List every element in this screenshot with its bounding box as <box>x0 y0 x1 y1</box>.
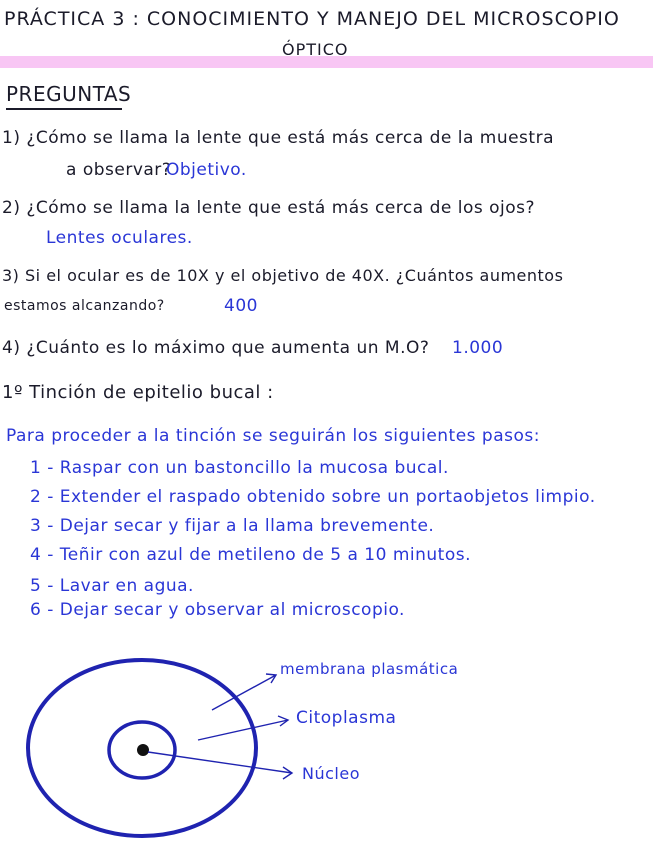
page-title-line2: ÓPTICO <box>282 40 349 59</box>
step-3: 3 - Dejar secar y fijar a la llama brevemente. <box>30 516 435 536</box>
page-title: PRÁCTICA 3 : CONOCIMIENTO Y MANEJO DEL MICROSCOPIO <box>4 8 620 30</box>
arrow-cytoplasm <box>198 720 288 740</box>
step-1: 1 - Raspar con un bastoncillo la mucosa bucal. <box>30 458 449 478</box>
question-3: 3) Si el ocular es de 10X y el objetivo de 40X. ¿Cuántos aumentos <box>2 266 564 285</box>
step-5: 5 - Lavar en agua. <box>30 576 194 596</box>
question-2: 2) ¿Cómo se llama la lente que está más cerca de los ojos? <box>2 198 536 218</box>
section-heading-tincion: 1º Tinción de epitelio bucal : <box>2 382 274 403</box>
label-membrana: membrana plasmática <box>280 660 459 678</box>
answer-4: 1.000 <box>452 338 504 358</box>
step-4: 4 - Teñir con azul de metileno de 5 a 10 minutos. <box>30 545 471 565</box>
answer-3: 400 <box>224 296 258 316</box>
arrow-membrane <box>212 675 276 710</box>
question-3-cont: estamos alcanzando? <box>4 298 165 314</box>
nucleolus-dot <box>137 744 149 756</box>
step-2: 2 - Extender el raspado obtenido sobre un portaobjetos limpio. <box>30 487 596 507</box>
question-1-cont: a observar? <box>66 160 172 180</box>
tincion-intro: Para proceder a la tinción se seguirán los siguientes pasos: <box>6 426 540 446</box>
question-4: 4) ¿Cuánto es lo máximo que aumenta un M.O? <box>2 338 430 358</box>
step-6: 6 - Dejar secar y observar al microscopio. <box>30 600 405 620</box>
section-heading-preguntas: PREGUNTAS <box>6 82 132 106</box>
label-nucleo: Núcleo <box>302 764 360 783</box>
question-1: 1) ¿Cómo se llama la lente que está más cerca de la muestra <box>2 128 554 148</box>
answer-1: Objetivo. <box>166 160 247 180</box>
answer-2: Lentes oculares. <box>46 228 193 248</box>
label-citoplasma: Citoplasma <box>296 708 397 728</box>
